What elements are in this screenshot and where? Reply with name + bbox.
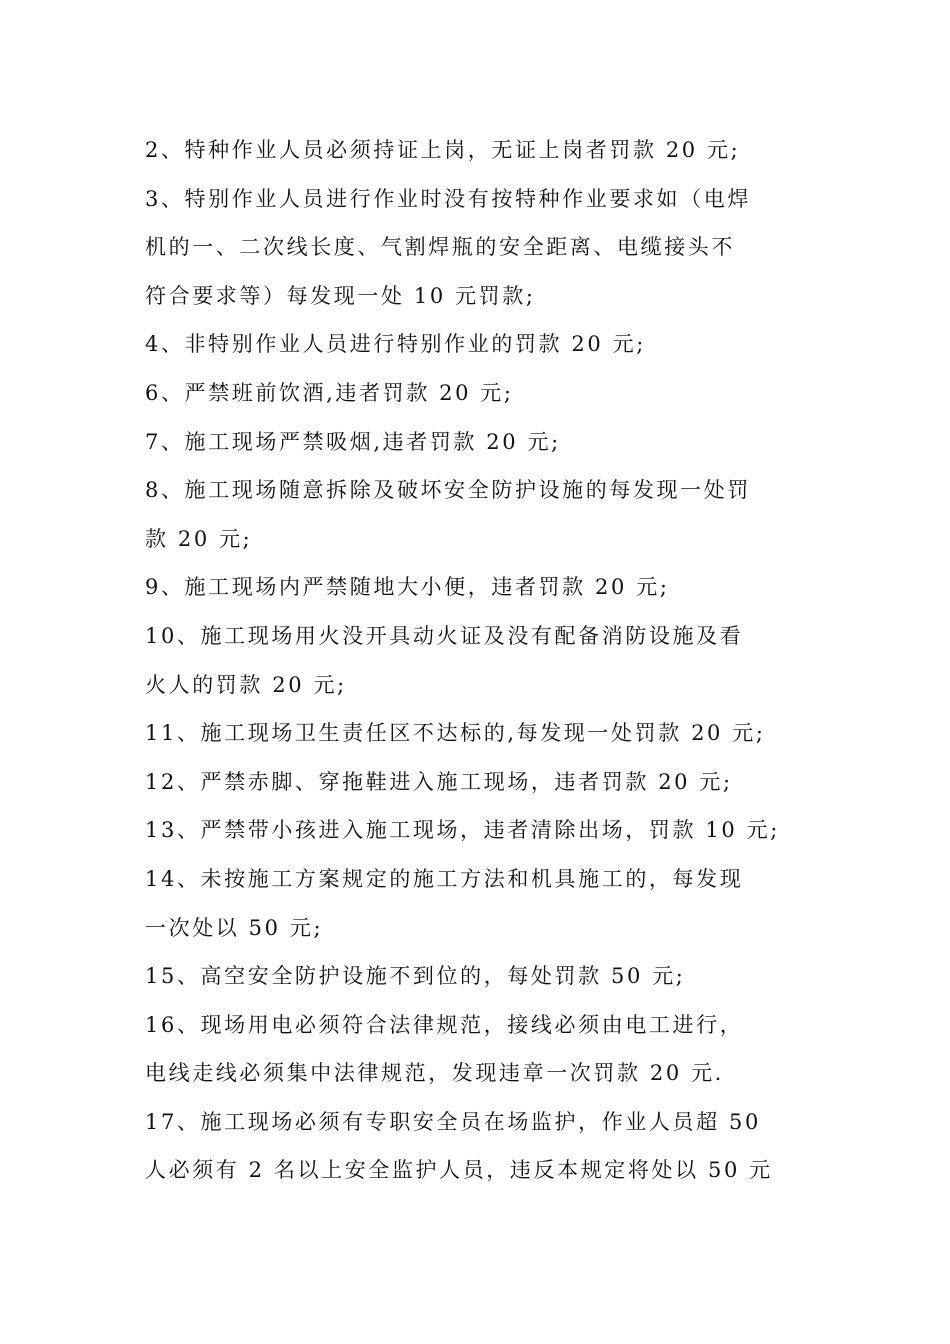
rule-line: 一次处以 50 元; bbox=[145, 915, 324, 940]
rule-line: 14、未按施工方案规定的施工方法和机具施工的，每发现 bbox=[145, 866, 744, 891]
rule-line: 10、施工现场用火没开具动火证及没有配备消防设施及看 bbox=[145, 623, 744, 648]
rule-line: 8、施工现场随意拆除及破坏安全防护设施的每发现一处罚 bbox=[145, 478, 751, 503]
regulation-text-body bbox=[145, 126, 810, 1195]
rule-line: 机的一、二次线长度、气割焊瓶的安全距离、电缆接头不 bbox=[145, 235, 735, 260]
rule-line: 16、现场用电必须符合法律规范，接线必须由电工进行， bbox=[145, 1012, 744, 1037]
rule-line: 火人的罚款 20 元; bbox=[145, 672, 347, 697]
rule-line: 12、严禁赤脚、穿拖鞋进入施工现场，违者罚款 20 元; bbox=[145, 769, 733, 794]
rule-line: 款 20 元; bbox=[145, 526, 253, 551]
rule-line: 11、施工现场卫生责任区不达标的,每发现一处罚款 20 元; bbox=[145, 721, 766, 746]
rule-line: 人必须有 2 名以上安全监护人员，违反本规定将处以 50 元 bbox=[145, 1158, 773, 1183]
rule-line: 3、特别作业人员进行作业时没有按特种作业要求如（电焊 bbox=[145, 186, 751, 211]
rule-line: 4、非特别作业人员进行特别作业的罚款 20 元; bbox=[145, 332, 646, 357]
rule-line: 7、施工现场严禁吸烟,违者罚款 20 元; bbox=[145, 429, 561, 454]
rule-line: 17、施工现场必须有专职安全员在场监护，作业人员超 50 bbox=[145, 1109, 761, 1134]
rule-line: 13、严禁带小孩进入施工现场，违者清除出场，罚款 10 元; bbox=[145, 818, 780, 843]
rule-line: 电线走线必须集中法律规范，发现违章一次罚款 20 元. bbox=[145, 1061, 724, 1086]
rule-line: 9、施工现场内严禁随地大小便，违者罚款 20 元; bbox=[145, 575, 670, 600]
rule-line: 6、严禁班前饮酒,违者罚款 20 元; bbox=[145, 380, 514, 405]
rule-line: 15、高空安全防护设施不到位的，每处罚款 50 元; bbox=[145, 964, 686, 989]
rule-line: 2、特种作业人员必须持证上岗，无证上岗者罚款 20 元; bbox=[145, 138, 741, 162]
rule-line: 符合要求等）每发现一处 10 元罚款; bbox=[145, 283, 536, 308]
